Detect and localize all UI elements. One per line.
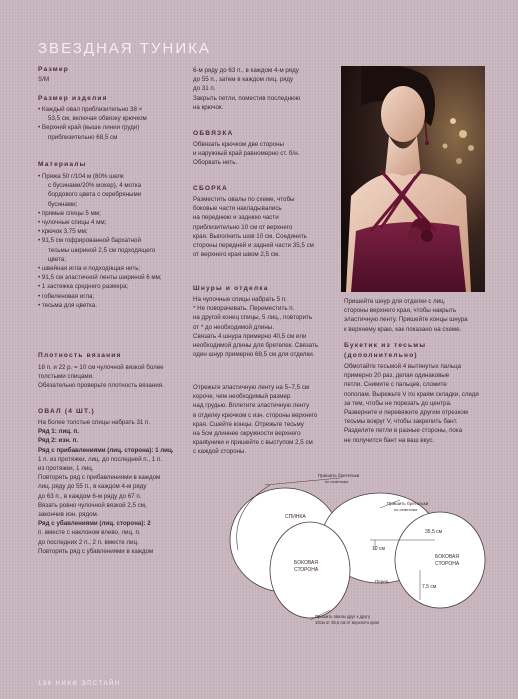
text-line: один шнур примерно 68,5 см для отделки.	[193, 351, 315, 359]
label-side-left-1: БОКОВАЯ	[294, 560, 318, 566]
note-line-2: 10см от 35,5 см от верхнего края	[315, 620, 380, 625]
text-line: необходимой длины для бретелек. Связать	[193, 342, 319, 350]
oval-heading: ОВАЛ (4 ШТ.)	[38, 408, 95, 415]
text-line: на переднюю и заднюю части	[193, 214, 279, 222]
text-line: закончив изн. рядом.	[38, 511, 99, 519]
text-line: Разделите петли в разные стороны, пока	[344, 427, 463, 435]
text-line: Обмотайте тесьмой 4 вытянутых пальца	[344, 363, 462, 370]
text-line: до последних 2 п., 2 п. вместе лиц.	[38, 538, 139, 546]
text-line: Повторять ряд с убавлениями в каждом	[38, 547, 154, 555]
text-line: короче, чем необходимый размер	[193, 393, 291, 401]
list-item: бордового цвета с серебряными	[48, 191, 142, 199]
gauge-heading: Плотность вязания	[38, 352, 122, 359]
list-item: с бусинами/20% мохер), 4 мотка	[48, 182, 142, 190]
bow-heading: Букетик из тесьмы	[344, 342, 427, 349]
cords-heading: Шнуры и отделка	[193, 285, 269, 292]
list-item: 53,5 см, включая обвязку крючком	[48, 115, 147, 123]
text-line: края. Выполнить шов 10 см. Соединить	[193, 232, 307, 240]
text-line: Разместить овалы по схеме, чтобы	[193, 196, 295, 203]
label-sew-straps-1: Пришить бретельки	[318, 473, 360, 478]
list-item: • прямые спицы 5 мм;	[38, 209, 101, 217]
page-title: ЗВЕЗДНАЯ ТУНИКА	[38, 40, 211, 57]
text-line: над грудью. Вплетите эластичную ленту	[193, 402, 310, 410]
label-sew-straps-4: по отметкам	[394, 507, 417, 512]
note-line-1: Пришить овалы друг к другу	[315, 614, 371, 619]
text-line: приблизительно 10 см от верхнего	[193, 223, 293, 231]
text-line: эластичную ленту. Пришейте концы шнура	[344, 316, 468, 324]
text-line: 1 п. из протяжки, лиц. до последней п., 1 п.	[38, 455, 162, 463]
text-line: боковые части накладывались	[193, 205, 282, 213]
text-line: На более толстые спицы набрать 31 п.	[38, 419, 151, 426]
text-line: до 55 п., затем в каждом лиц. ряду	[193, 76, 294, 84]
list-item: • 1 застежка среднего размера;	[38, 283, 129, 291]
list-item: • Пряжа 50 г/104 м (80% шелк	[38, 173, 124, 180]
edging-text	[193, 140, 299, 168]
assembly-diagram	[210, 470, 500, 640]
text-line: Связать 4 шнура примерно 40,5 см или	[193, 332, 307, 340]
text-line: Оборвать нить.	[193, 159, 238, 167]
text-line: на 5см длиннее окружности верхнего	[193, 430, 301, 438]
text-line: стороны передней и задней части 35,5 см	[193, 242, 314, 250]
text-line: от * до необходимой длины.	[193, 323, 274, 331]
text-line: Разверните и перевяжите другим отрезком	[344, 409, 468, 417]
materials-heading: Материалы	[38, 161, 87, 168]
bow-subheading: (дополнительно)	[344, 352, 418, 359]
text-line: п. вместе с наклоном влево, лиц. п.	[38, 529, 141, 537]
oval-side-right	[395, 512, 485, 608]
gauge-text	[38, 363, 164, 391]
list-item: тесьмы шириной 2,5 см подходящего	[48, 246, 156, 254]
list-item: приблизительно 68,5 см	[48, 133, 118, 141]
label-front: Перед	[375, 579, 389, 584]
text-line: края. Сшейте концы. Отрежьте тесьму	[193, 420, 304, 428]
list-item: • 91,5 см эластичной ленты шириной 6 мм;	[38, 274, 162, 282]
text-line: не получится бант на ваш вкус.	[344, 436, 435, 444]
list-item: • крючок 3,75 мм;	[38, 228, 88, 236]
list-item: • гобеленовая игла;	[38, 292, 95, 300]
list-item: бусинами;	[48, 200, 78, 208]
assembly-heading: СБОРКА	[193, 185, 229, 192]
page-footer: 136 НИКИ ЭПСТАЙН	[38, 681, 121, 687]
cords-text	[193, 295, 318, 359]
text-line: в отделку крючком с изн. стороны верхнего	[193, 411, 318, 419]
label-back: СПИНКА	[285, 514, 306, 520]
text-line: Обязательно проверьте плотность вязания.	[38, 382, 164, 390]
text-line: Закрыть петли, поместив последнюю	[193, 94, 301, 102]
list-item: • чулочные спицы 4 мм;	[38, 219, 107, 227]
text-line: примерно 20 раз, делая одинаковые	[344, 372, 450, 380]
text-line: краяtуники и пришейте с выступом 2,5 см	[193, 439, 313, 447]
label-side-right-2: СТОРОНА	[435, 561, 460, 567]
list-item: • швейная игла и подходящая нить;	[38, 265, 141, 273]
bow-text	[344, 362, 479, 445]
text-line: тесьмы вокруг V, чтобы закрепить бант.	[344, 418, 458, 426]
list-item: • 91,5 см гофрированной бархатной	[38, 237, 141, 245]
text-line: Ряд с прибавлениями (лиц. сторона): 1 лиц.	[38, 446, 174, 454]
materials-list	[38, 172, 162, 310]
text-line: на другой конец спицы, 5 лиц., повторить	[193, 314, 313, 322]
text-line: Пришейте шнур для отделки с лиц.	[344, 298, 446, 305]
assembly-text	[193, 195, 314, 259]
dim-7-5: 7,5 см	[422, 584, 437, 590]
size-heading: Размер	[38, 66, 69, 73]
list-item: цвета;	[48, 255, 66, 263]
photo-illustration	[341, 66, 485, 292]
text-line: из протяжки, 1 лиц.	[38, 465, 94, 473]
edging-heading: ОБВЯЗКА	[193, 130, 234, 137]
text-line: Отрежьте эластичную ленту на 5–7,5 см	[193, 384, 310, 391]
text-line: На чулочные спицы набрать 5 п.	[193, 296, 287, 303]
text-line: пополам. Вырежьте V по краям складки, следя	[344, 390, 479, 398]
text-line: с каждой стороны.	[193, 448, 247, 456]
label-sew-straps-2: по отметкам	[325, 479, 348, 484]
dimensions-heading: Размер изделия	[38, 95, 108, 102]
text-line: до 31 п.	[193, 85, 216, 93]
text-line: на крючок.	[193, 103, 224, 111]
list-item: • тесьма для цветка.	[38, 301, 97, 309]
text-line: 6-м ряду до 63 п., в каждом 4-м ряду	[193, 67, 299, 74]
oval-text	[38, 418, 174, 556]
list-item: • Каждый овал приблизительно 38 ×	[38, 106, 143, 113]
oval-cont-text	[193, 66, 300, 112]
right-col-text	[344, 297, 468, 334]
dimensions-list	[38, 105, 147, 142]
text-line: Ряд с убавлениями (лиц. сторона): 2	[38, 520, 151, 528]
list-item: • Верхний край (выше линии груди)	[38, 124, 140, 132]
text-line: к верхнему краю, как показано на схеме.	[344, 325, 462, 333]
text-line: Повторять ряд с прибавлениями в каждом	[38, 474, 161, 482]
dim-10: 10 см	[372, 546, 385, 552]
text-line: лиц. ряду до 55 п., в каждом 4-м ряду	[38, 483, 147, 491]
elastic-text	[193, 383, 317, 457]
text-line: Ряд 1: лиц. п.	[38, 428, 79, 436]
text-line: петли. Снимите с пальцев, сложите	[344, 381, 447, 389]
text-line: Обвязать крючком две стороны	[193, 141, 284, 148]
model-photo	[341, 66, 485, 292]
label-side-right-1: БОКОВАЯ	[435, 554, 459, 560]
text-line: от верхнего края швом 2,5 см.	[193, 251, 280, 259]
size-value: S/M	[38, 76, 50, 83]
text-line: Ряд 2: изн. п.	[38, 437, 79, 445]
label-side-left-2: СТОРОНА	[294, 567, 319, 573]
text-line: за тем, чтобы не порезать до центра.	[344, 399, 452, 407]
text-line: 18 п. и 22 р. = 10 см чулочной вязкой более	[38, 364, 164, 371]
label-sew-straps-3: Пришить бретельки	[387, 501, 429, 506]
text-line: и наружный край равномерно ст. б/н.	[193, 150, 300, 158]
text-line: толстыми спицами.	[38, 373, 94, 381]
text-line: стороны верхнего края, чтобы накрыть	[344, 307, 457, 315]
dim-35: 35,5 см	[425, 529, 443, 535]
text-line: Вязать ровно чулочной вязкой 2,5 см,	[38, 501, 147, 509]
text-line: до 63 п., в каждом 6-м ряду до 67 п.	[38, 492, 142, 500]
text-line: * Не поворачивать. Переместить п.	[193, 305, 295, 313]
